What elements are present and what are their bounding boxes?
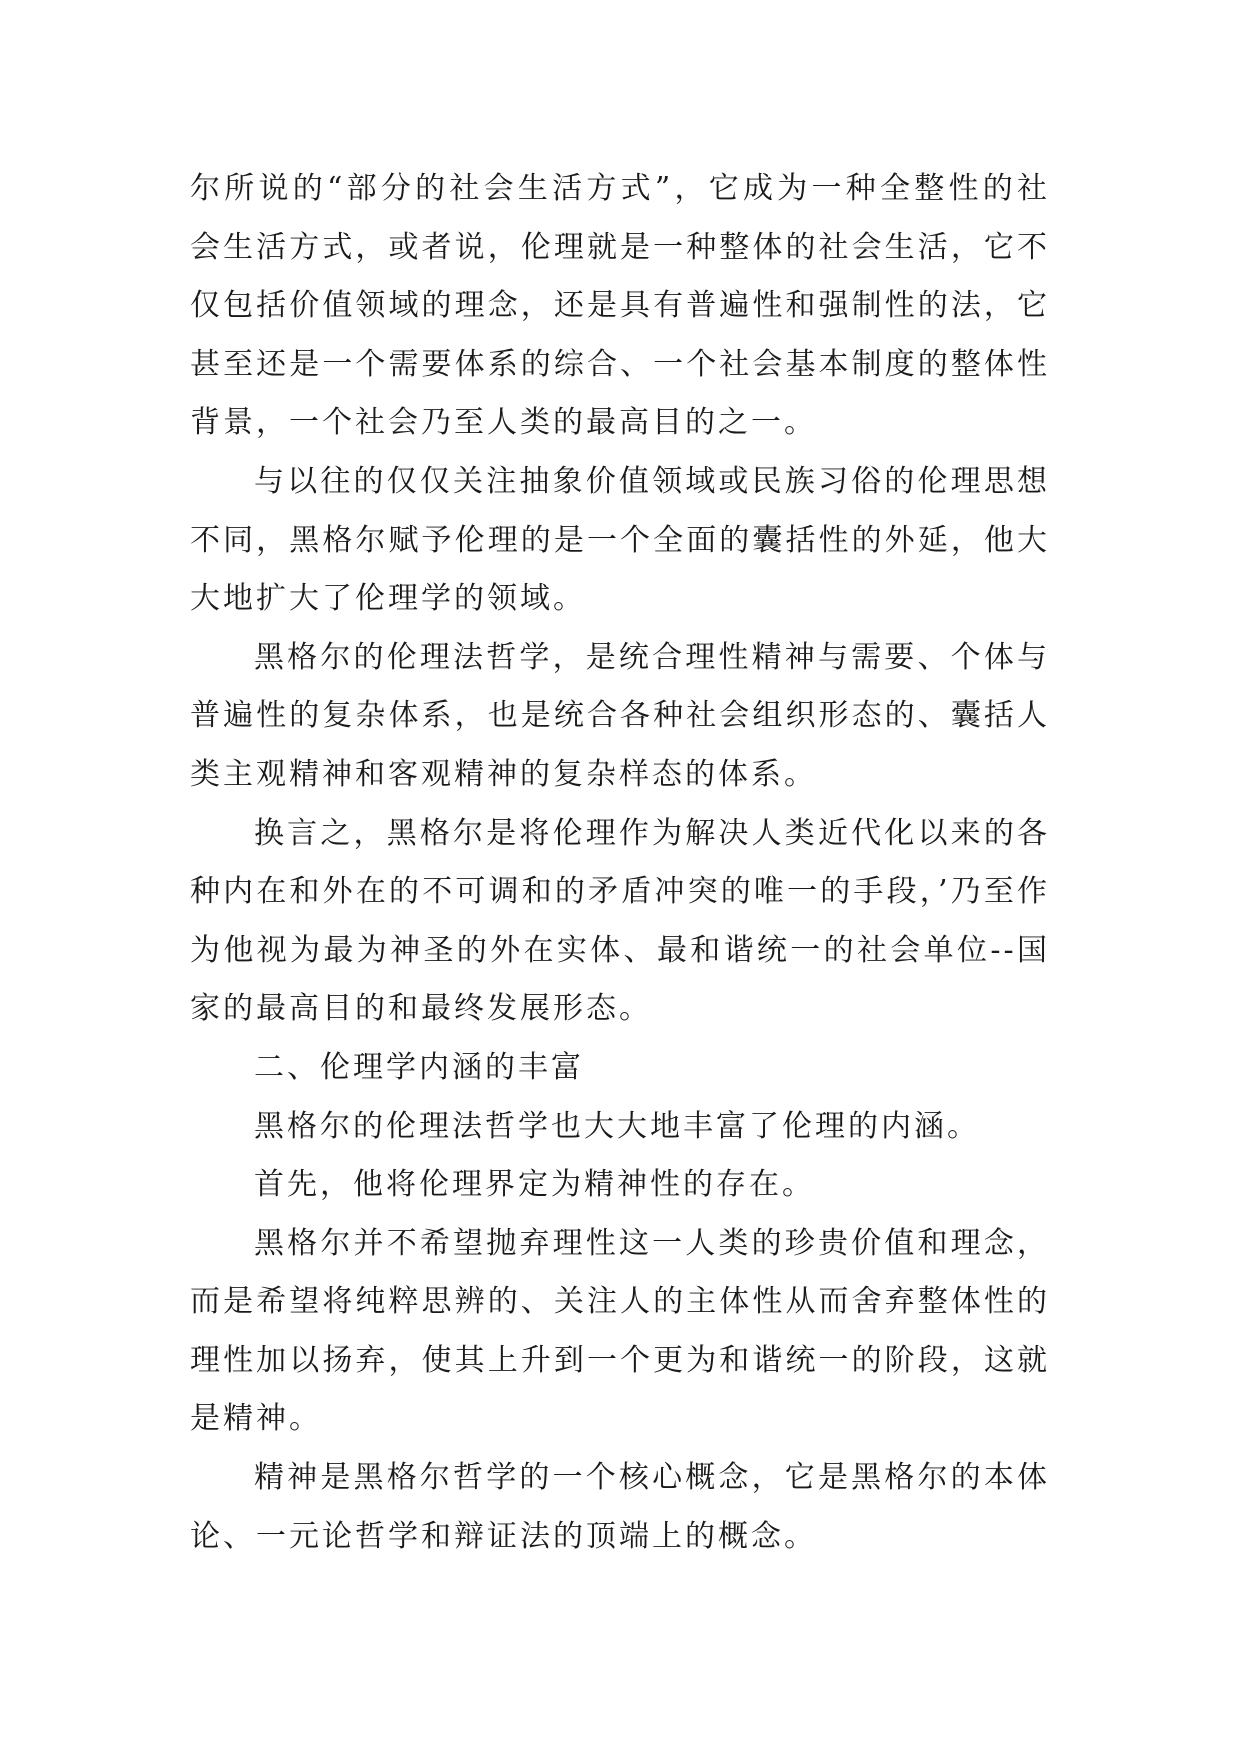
paragraph: 换言之，黑格尔是将伦理作为解决人类近代化以来的各种内在和外在的不可调和的矛盾冲突的唯一的手段，’乃至作为他视为最为神圣的外在实体、最和谐统一的社会单位--国家的最高目的和最终发展形态。 bbox=[190, 815, 1050, 1027]
paragraph: 黑格尔的伦理法哲学，是统合理性精神与需要、个体与普遍性的复杂体系，也是统合各种社会组织形态的、囊括人类主观精神和客观精神的复杂样态的体系。 bbox=[190, 639, 1050, 792]
paragraph: 首先，他将伦理界定为精神性的存在。 bbox=[254, 1167, 815, 1203]
body-text bbox=[190, 160, 1050, 1566]
paragraph: 黑格尔并不希望抛弃理性这一人类的珍贵价值和理念，而是希望将纯粹思辨的、关注人的主体性从而舍弃整体性的理性加以扬弃，使其上升到一个更为和谐统一的阶段，这就是精神。 bbox=[190, 1225, 1050, 1437]
paragraph: 精神是黑格尔哲学的一个核心概念，它是黑格尔的本体论、一元论哲学和辩证法的顶端上的概念。 bbox=[190, 1460, 1050, 1554]
paragraph: 黑格尔的伦理法哲学也大大地丰富了伦理的内涵。 bbox=[254, 1108, 980, 1144]
paragraph: 与以往的仅仅关注抽象价值领域或民族习俗的伦理思想不同，黑格尔赋予伦理的是一个全面的囊括性的外延，他大大地扩大了伦理学的领域。 bbox=[190, 463, 1050, 617]
section-heading: 二、伦理学内涵的丰富 bbox=[254, 1049, 584, 1085]
paragraph-continuation: 尔所说的“部分的社会生活方式”，它成为一种全整性的社会生活方式，或者说，伦理就是一种整体的社会生活，它不仅包括价值领域的理念，还是具有普遍性和强制性的法，它甚至还是一个需要体系的综合、一个社会基本制度的整体性背景，一个社会乃至人类的最高目的之一。 bbox=[190, 171, 1050, 441]
